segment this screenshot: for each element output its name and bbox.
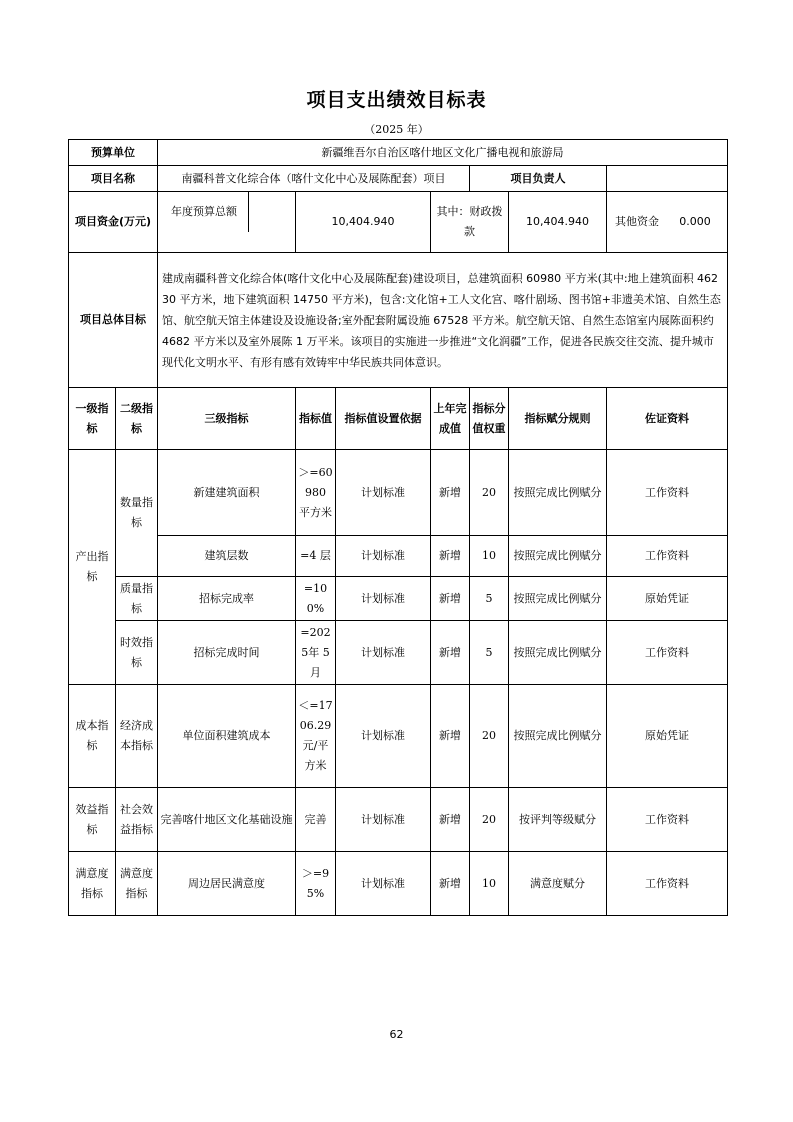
basis-cell: 计划标准 <box>336 788 431 852</box>
weight-cell: 10 <box>470 536 509 577</box>
col-value: 指标值 <box>296 388 336 450</box>
level2-cell: 满意度指标 <box>116 852 158 916</box>
col-rule: 指标赋分规则 <box>509 388 607 450</box>
fiscal-label: 其中：财政拨款 <box>431 192 509 253</box>
performance-target-table <box>68 139 728 916</box>
evidence-cell: 原始凭证 <box>607 685 728 788</box>
level2-cell: 数量指标 <box>116 450 158 577</box>
value-cell: ＞=95% <box>296 852 336 916</box>
level3-cell: 新建建筑面积 <box>158 450 296 536</box>
page-title: 项目支出绩效目标表 <box>306 89 487 111</box>
project-lead-label: 项目负责人 <box>470 166 607 192</box>
prev-cell: 新增 <box>431 536 470 577</box>
basis-cell: 计划标准 <box>336 577 431 621</box>
col-prev: 上年完成值 <box>431 388 470 450</box>
level2-cell: 质量指标 <box>116 577 158 621</box>
weight-cell: 5 <box>470 577 509 621</box>
other-funds: 其他资金 0.000 <box>607 192 728 253</box>
level1-cell: 效益指标 <box>69 788 116 852</box>
col-basis: 指标值设置依据 <box>336 388 431 450</box>
weight-cell: 20 <box>470 685 509 788</box>
prev-cell: 新增 <box>431 450 470 536</box>
col-weight: 指标分值权重 <box>470 388 509 450</box>
weight-cell: 20 <box>470 450 509 536</box>
prev-cell: 新增 <box>431 621 470 685</box>
value-cell: =100% <box>296 577 336 621</box>
project-name-value: 南疆科普文化综合体（喀什文化中心及展陈配套）项目 <box>158 166 470 192</box>
page-number: 62 <box>389 1028 404 1041</box>
col-level3: 三级指标 <box>158 388 296 450</box>
level2-cell: 时效指标 <box>116 621 158 685</box>
weight-cell: 10 <box>470 852 509 916</box>
level3-cell: 单位面积建筑成本 <box>158 685 296 788</box>
prev-cell: 新增 <box>431 788 470 852</box>
annual-total-value: 10,404.940 <box>296 192 431 253</box>
budget-unit-value: 新疆维吾尔自治区喀什地区文化广播电视和旅游局 <box>158 140 728 166</box>
table-row <box>69 450 728 536</box>
value-cell: =4 层 <box>296 536 336 577</box>
annual-total-label: 年度预算总额 <box>158 192 296 253</box>
evidence-cell: 工作资料 <box>607 621 728 685</box>
basis-cell: 计划标准 <box>336 450 431 536</box>
value-cell: 完善 <box>296 788 336 852</box>
level1-cell: 满意度指标 <box>69 852 116 916</box>
evidence-cell: 原始凭证 <box>607 577 728 621</box>
evidence-cell: 工作资料 <box>607 852 728 916</box>
table-row <box>69 536 728 577</box>
level1-cell: 产出指标 <box>69 450 116 685</box>
value-cell: ＞=60980 平方米 <box>296 450 336 536</box>
evidence-cell: 工作资料 <box>607 450 728 536</box>
basis-cell: 计划标准 <box>336 621 431 685</box>
level3-cell: 完善喀什地区文化基础设施 <box>158 788 296 852</box>
column-header-row <box>69 388 728 450</box>
project-name-label: 项目名称 <box>69 166 158 192</box>
weight-cell: 20 <box>470 788 509 852</box>
rule-cell: 按照完成比例赋分 <box>509 450 607 536</box>
table-row <box>69 577 728 621</box>
rule-cell: 按评判等级赋分 <box>509 788 607 852</box>
evidence-cell: 工作资料 <box>607 788 728 852</box>
col-level2: 二级指标 <box>116 388 158 450</box>
budget-unit-label: 预算单位 <box>69 140 158 166</box>
basis-cell: 计划标准 <box>336 536 431 577</box>
level3-cell: 招标完成时间 <box>158 621 296 685</box>
overview-text: 建成南疆科普文化综合体(喀什文化中心及展陈配套)建设项目，总建筑面积 60980 平方米(其中:地上建筑面积 46230 平方米，地下建筑面积 14750 平方米)，包含:文化馆+工人文化宫、喀什剧场、图书馆+非遗美术馆、自然生态馆、航空航天馆主体建设及设施设备;室外配套附属设施 67528 平方米。航空航天馆、自然生态馆室内展陈面积约 4682 平方米以及室外展陈 1 万平米。该项目的实施进一步推进“文化润疆”工作，促进各民族交往交流、提升城市现代化文明水平、有形有感有效铸牢中华民族共同体意识。 <box>158 253 728 388</box>
value-cell: ＜=1706.29 元/平方米 <box>296 685 336 788</box>
level3-cell: 周边居民满意度 <box>158 852 296 916</box>
level3-cell: 建筑层数 <box>158 536 296 577</box>
rule-cell: 按照完成比例赋分 <box>509 577 607 621</box>
table-row <box>69 685 728 788</box>
value-cell: =2025年 5月 <box>296 621 336 685</box>
evidence-cell: 工作资料 <box>607 536 728 577</box>
overview-label: 项目总体目标 <box>69 253 158 388</box>
table-row <box>69 621 728 685</box>
project-lead-value <box>607 166 728 192</box>
fiscal-value: 10,404.940 <box>509 192 607 253</box>
col-level1: 一级指标 <box>69 388 116 450</box>
weight-cell: 5 <box>470 621 509 685</box>
rule-cell: 按照完成比例赋分 <box>509 536 607 577</box>
basis-cell: 计划标准 <box>336 685 431 788</box>
prev-cell: 新增 <box>431 685 470 788</box>
year-label: （2025 年） <box>364 123 429 136</box>
rule-cell: 按照完成比例赋分 <box>509 685 607 788</box>
rule-cell: 满意度赋分 <box>509 852 607 916</box>
table-row <box>69 852 728 916</box>
level2-cell: 经济成本指标 <box>116 685 158 788</box>
level2-cell: 社会效益指标 <box>116 788 158 852</box>
rule-cell: 按照完成比例赋分 <box>509 621 607 685</box>
col-evidence: 佐证资料 <box>607 388 728 450</box>
level3-cell: 招标完成率 <box>158 577 296 621</box>
table-row <box>69 788 728 852</box>
basis-cell: 计划标准 <box>336 852 431 916</box>
prev-cell: 新增 <box>431 852 470 916</box>
level1-cell: 成本指标 <box>69 685 116 788</box>
funds-label: 项目资金(万元) <box>69 192 158 253</box>
prev-cell: 新增 <box>431 577 470 621</box>
